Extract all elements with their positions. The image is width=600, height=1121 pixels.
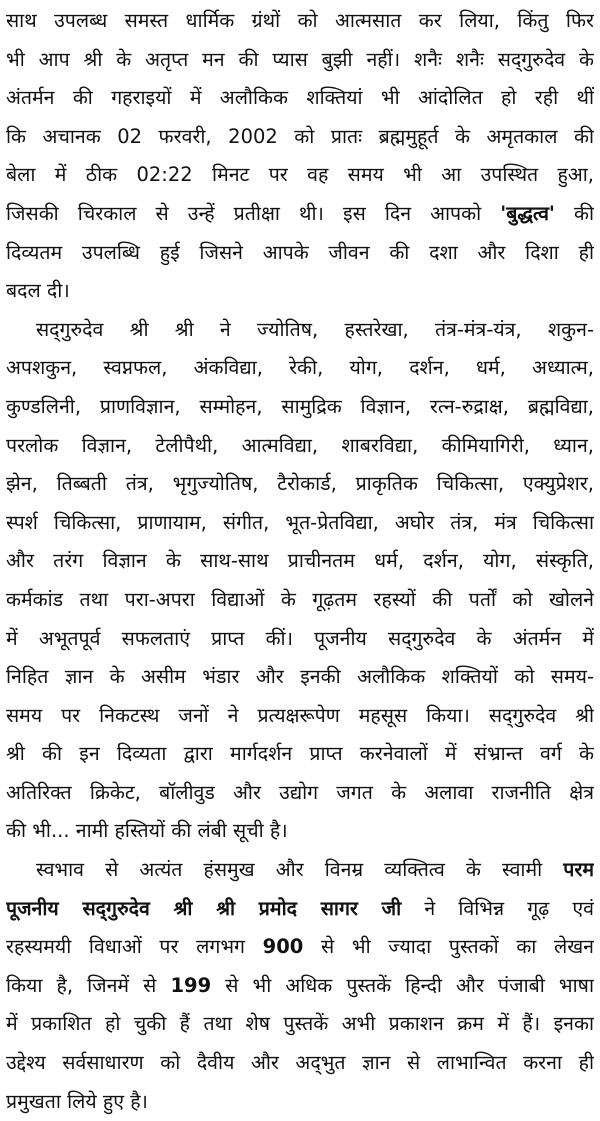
- paragraph-2: [6, 311, 594, 851]
- text-line: परलोक विज्ञान, टेलीपैथी, आत्मविद्या, शाबरविद्या, कीमियागिरी, ध्यान,: [6, 433, 594, 457]
- text-segment: स्वभाव से अत्यंत हंसमुख और विनम्र व्यक्तित्व के स्वामी: [36, 858, 543, 882]
- paragraph-1: [6, 2, 594, 311]
- text-line: उद्देश्य सर्वसाधारण को दैवीय और अद्‌भुत ज्ञान से लाभान्वित करना ही: [6, 1051, 594, 1075]
- paragraph-3: [6, 851, 594, 1121]
- text-segment: की: [573, 201, 594, 225]
- text-line: कुण्डलिनी, प्राणविज्ञान, सम्मोहन, सामुद्रिक विज्ञान, रत्न-रुद्राक्ष, ब्रह्मविद्या,: [6, 394, 594, 418]
- text-line: में प्रकाशित हो चुकी हैं तथा शेष पुस्तकें अभी प्रकाशन क्रम में हैं। इनका: [6, 1012, 594, 1036]
- text-line: सद्‌गुरुदेव श्री श्री ने ज्योतिष, हस्तरेखा, तंत्र-मंत्र-यंत्र, शकुन-: [36, 317, 594, 341]
- bold-name: परम: [563, 858, 594, 882]
- text-line: दिव्यतम उपलब्धि हुई जिसने आपके जीवन की दशा और दिशा ही: [6, 240, 594, 264]
- text-line: प्रमुखता लिये हुए है।: [6, 1089, 148, 1113]
- text-line: कर्मकांड तथा परा-अपरा विद्याओं के गूढ़तम रहस्यों की पर्तों को खोलने: [6, 587, 594, 611]
- text-line: में अभूतपूर्व सफलताएं प्राप्त कीं। पूजनीय सद्‌गुरुदेव के अंतर्मन में: [6, 626, 594, 650]
- text-line: [6, 851, 594, 890]
- text-line: श्री की इन दिव्यता द्वारा मार्गदर्शन प्राप्त करनेवालों में संभ्रान्त वर्ग के: [6, 742, 594, 766]
- text-line: अपशकुन, स्वप्नफल, अंकविद्या, रेकी, योग, दर्शन, धर्म, अध्यात्म,: [6, 356, 594, 380]
- text-line: स्पर्श चिकित्सा, प्राणायाम, संगीत, भूत-प्रेतविद्या, अघोर तंत्र, मंत्र चिकित्सा: [6, 510, 594, 534]
- text-line: कि अचानक 02 फरवरी, 2002 को प्रातः ब्रह्ममुहूर्त के अमृतकाल की: [6, 124, 594, 148]
- text-line: [6, 928, 594, 967]
- text-line: भी आप श्री के अतृप्त मन की प्यास बुझी नहीं। शनैः शनैः सद्‌गुरुदेव के: [6, 47, 594, 71]
- text-line: अंतर्मन की गहराइयों में अलौकिक शक्तियां भी आंदोलित हो रही थीं: [6, 86, 594, 110]
- text-segment: जिसकी चिरकाल से उन्हें प्रतीक्षा थी। इस दिन आपको: [6, 201, 482, 225]
- bold-name: पूजनीय सद्‌गुरुदेव श्री श्री प्रमोद सागर जी: [6, 896, 402, 920]
- text-segment: से भी अधिक पुस्तकें हिन्दी और पंजाबी भाषा: [225, 973, 594, 997]
- text-line: और तरंग विज्ञान के साथ-साथ प्राचीनतम धर्म, दर्शन, योग, संस्कृति,: [6, 549, 594, 573]
- text-line: [6, 195, 594, 234]
- quoted-term: 'बुद्धत्व': [500, 201, 555, 225]
- text-line: साथ उपलब्ध समस्त धार्मिक ग्रंथों को आत्मसात कर लिया, किंतु फिर: [6, 9, 594, 32]
- text-segment: किया है, जिनमें से: [6, 973, 157, 997]
- text-line: झेन, तिब्बती तंत्र, भृगुज्योतिष, टैरोकार्ड, प्राकृतिक चिकित्सा, एक्युप्रेशर,: [6, 472, 594, 496]
- text-line: की भी... नामी हस्तियों की लंबी सूची है।: [6, 819, 288, 843]
- text-segment: से भी ज्यादा पुस्तकों का लेखन: [321, 935, 594, 959]
- text-line: [6, 967, 594, 1006]
- text-line: निहित ज्ञान के असीम भंडार और इनकी अलौकिक शक्तियों को समय-: [6, 665, 594, 689]
- text-line: अतिरिक्त क्रिकेट, बॉलीवुड और उद्योग जगत के अलावा राजनीति क्षेत्र: [6, 780, 594, 804]
- text-line: बदल दी।: [6, 279, 70, 303]
- text-line: समय पर निकटस्थ जनों ने प्रत्यक्षरूपेण महसूस किया। सद्‌गुरुदेव श्री: [6, 703, 594, 727]
- published-count: 199: [170, 973, 212, 997]
- text-segment: ने विभिन्न गूढ़ एवं: [424, 896, 594, 920]
- text-segment: रहस्यमयी विधाओं पर लगभग: [6, 935, 246, 959]
- text-line: बेला में ठीक 02:22 मिनट पर वह समय भी आ उपस्थित हुआ,: [6, 163, 594, 187]
- book-count: 900: [262, 935, 304, 959]
- text-line: [6, 890, 594, 929]
